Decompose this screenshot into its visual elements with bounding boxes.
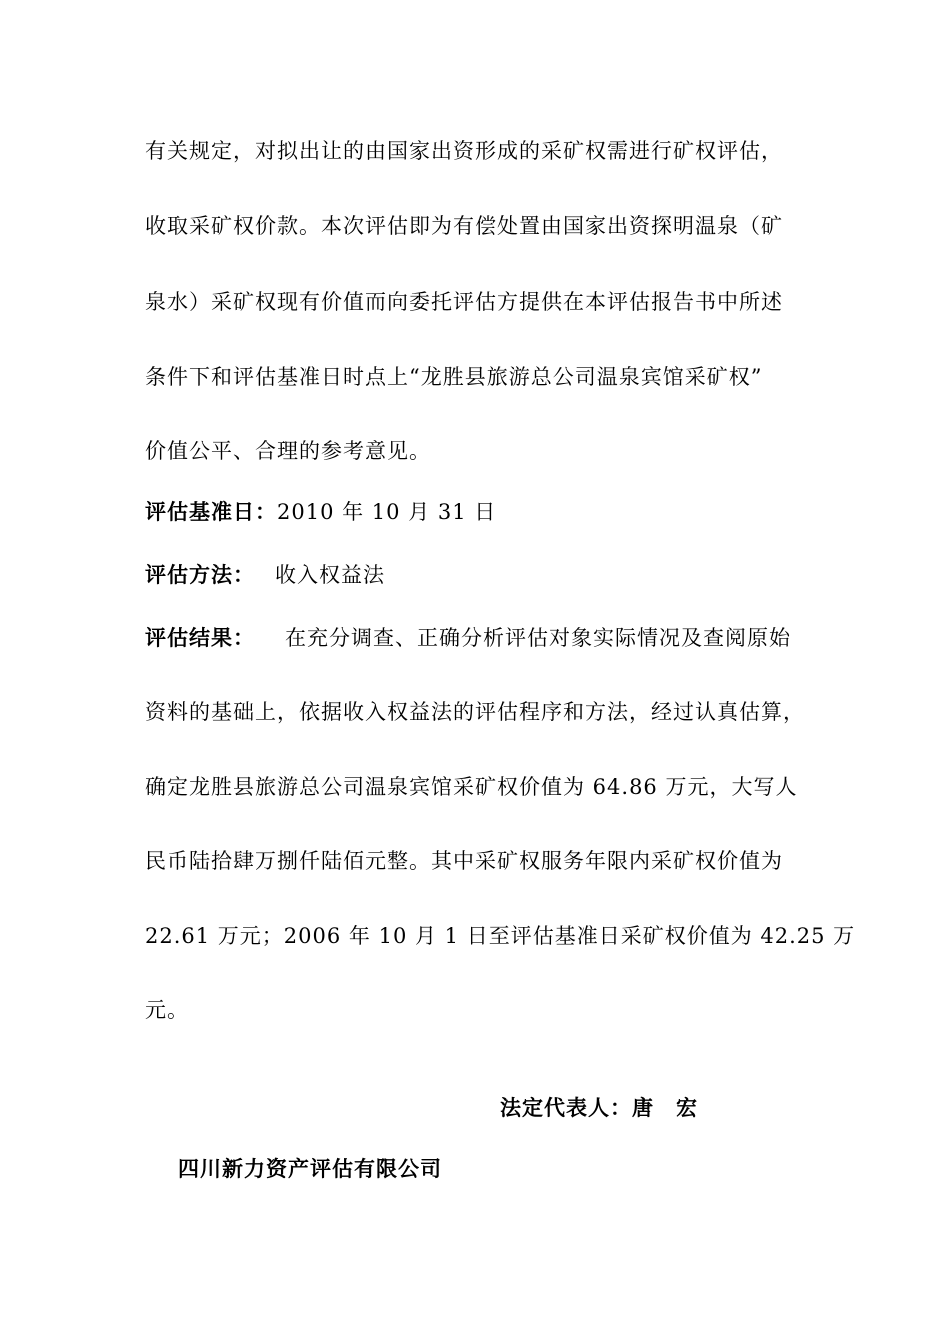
paragraph-line: 有关规定，对拟出让的由国家出资形成的采矿权需进行矿权评估， (145, 139, 783, 163)
method-label: 评估方法： (145, 562, 255, 587)
paragraph-line: 民币陆拾肆万捌仟陆佰元整。其中采矿权服务年限内采矿权价值为 (145, 849, 783, 873)
paragraph-line: 资料的基础上，依据收入权益法的评估程序和方法，经过认真估算， (145, 700, 805, 724)
paragraph-line: 收取采矿权价款。本次评估即为有偿处置由国家出资探明温泉（矿 (145, 214, 783, 238)
result-first-line: 在充分调查、正确分析评估对象实际情况及查阅原始 (285, 626, 791, 650)
base-date-row (145, 497, 496, 527)
base-date-label: 评估基准日： (145, 499, 277, 524)
paragraph-line: 元。 (145, 998, 189, 1022)
paragraph-line: 确定龙胜县旅游总公司温泉宾馆采矿权价值为 64.86 万元，大写人 (145, 775, 798, 799)
representative-name: 唐 宏 (632, 1095, 698, 1120)
method-row (145, 560, 385, 590)
base-date-value: 2010 年 10 月 31 日 (277, 500, 497, 524)
method-value: 收入权益法 (275, 563, 385, 587)
paragraph-line: 价值公平、合理的参考意见。 (145, 439, 431, 463)
company-name: 四川新力资产评估有限公司 (178, 1156, 442, 1181)
paragraph-line: 条件下和评估基准日时点上“龙胜县旅游总公司温泉宾馆采矿权” (145, 365, 763, 389)
paragraph-line: 22.61 万元；2006 年 10 月 1 日至评估基准日采矿权价值为 42.25 万 (145, 924, 856, 948)
result-row (145, 623, 791, 653)
result-label: 评估结果： (145, 625, 255, 650)
paragraph-line: 泉水）采矿权现有价值而向委托评估方提供在本评估报告书中所述 (145, 290, 783, 314)
representative-label: 法定代表人： (500, 1095, 632, 1120)
legal-representative (500, 1093, 698, 1123)
